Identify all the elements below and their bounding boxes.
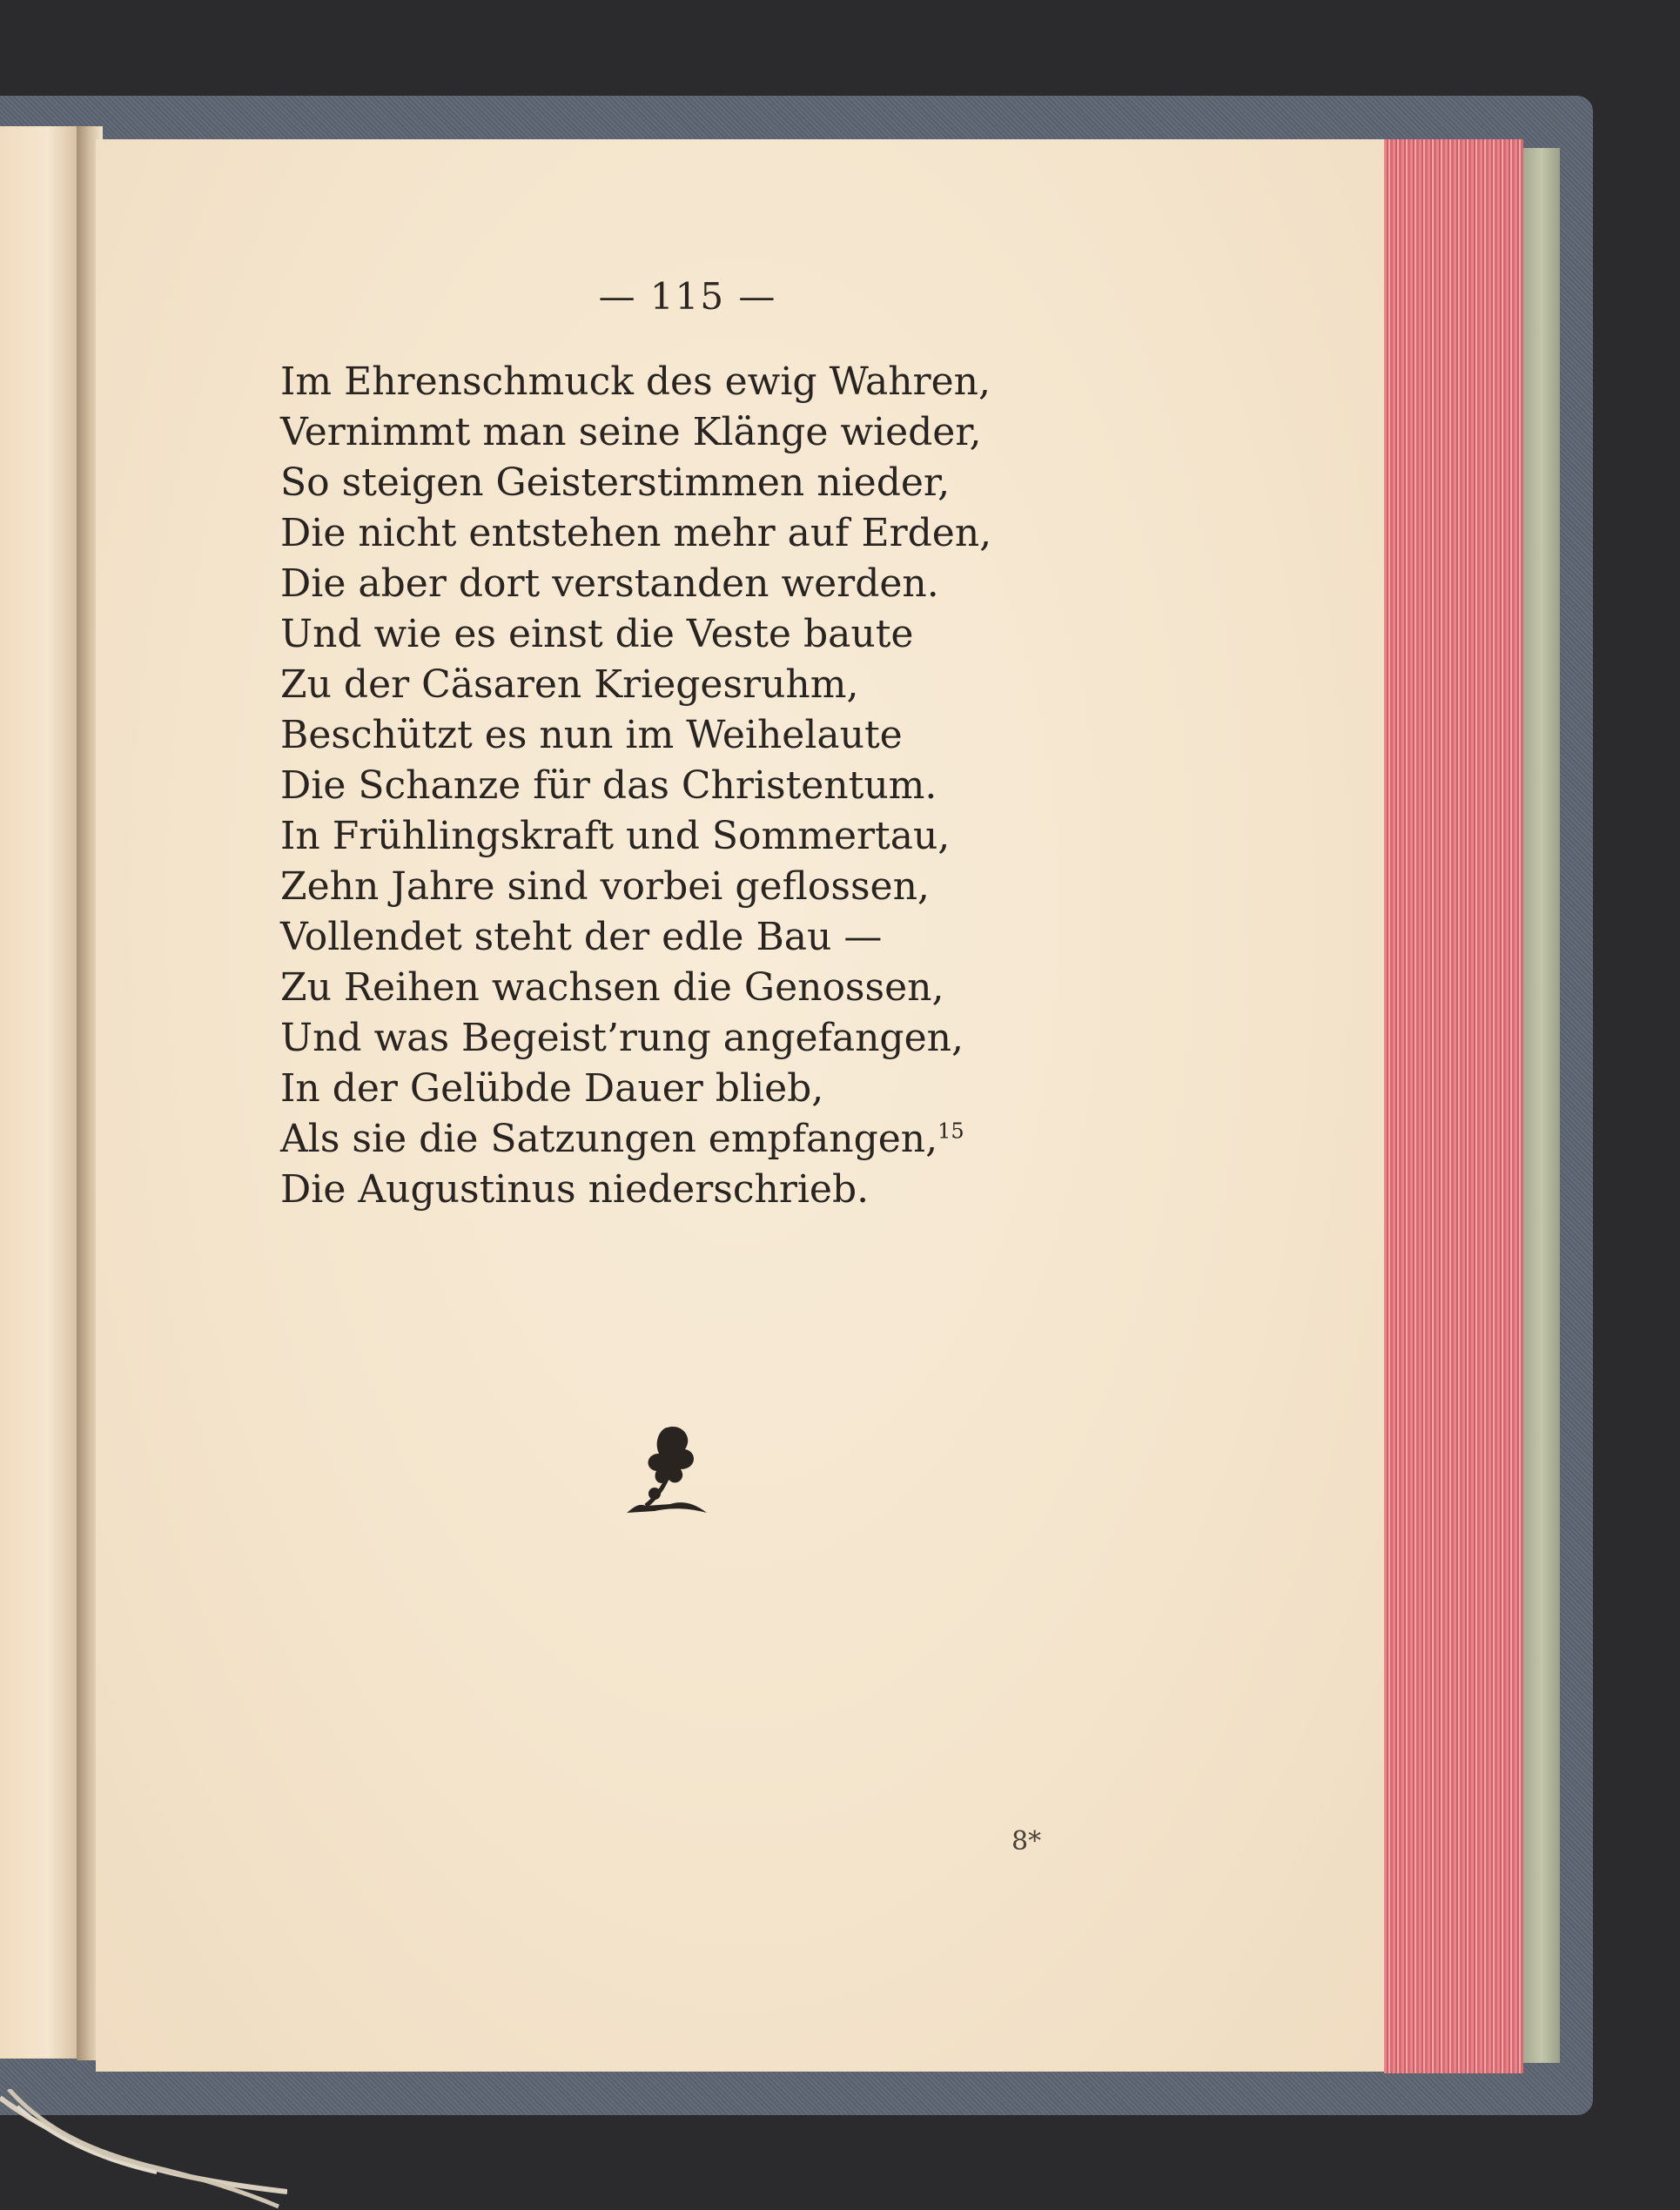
poem-line: Die Augustinus niederschrieb.	[280, 1167, 870, 1212]
poem-line-text: Als sie die Satzungen empfangen,	[280, 1117, 938, 1161]
poem-line: Zu Reihen wachsen die Genossen,	[280, 965, 944, 1010]
signature-mark: 8*	[1011, 1826, 1042, 1857]
poem-line: Zehn Jahre sind vorbei geflossen,	[280, 864, 930, 909]
poem-line: In der Gelübde Dauer blieb,	[280, 1066, 824, 1111]
left-page	[0, 126, 87, 2059]
footnote-marker: 15	[937, 1118, 964, 1144]
poem-line: In Frühlingskraft und Sommertau,	[280, 814, 951, 858]
leaf-vignette-icon	[620, 1419, 716, 1519]
page-number-header: — 115 —	[598, 275, 777, 318]
poem-line: Und was Begeist’rung angefangen,	[280, 1016, 964, 1060]
poem-text	[280, 357, 1064, 1215]
poem-line: Vollendet steht der edle Bau —	[280, 915, 883, 959]
bookmark-ribbon	[0, 2089, 287, 2210]
page-edges	[1384, 139, 1523, 2073]
poem-line: Die Schanze für das Christentum.	[280, 763, 937, 808]
poem-line: Zu der Cäsaren Kriegesruhm,	[280, 662, 859, 707]
poem-line: Beschützt es nun im Weihelaute	[280, 713, 903, 757]
poem-line: Und wie es einst die Veste baute	[280, 612, 914, 656]
poem-line: Im Ehrenschmuck des ewig Wahren,	[280, 359, 991, 404]
poem-line: Vernimmt man seine Klänge wieder,	[280, 410, 982, 454]
poem-line: Die aber dort verstanden werden.	[280, 561, 939, 606]
poem-line: So steigen Geisterstimmen nieder,	[280, 460, 951, 505]
endpaper-edge	[1523, 148, 1560, 2063]
poem-line-with-footnote	[280, 1114, 1064, 1165]
poem-line: Die nicht entstehen mehr auf Erden,	[280, 511, 992, 555]
